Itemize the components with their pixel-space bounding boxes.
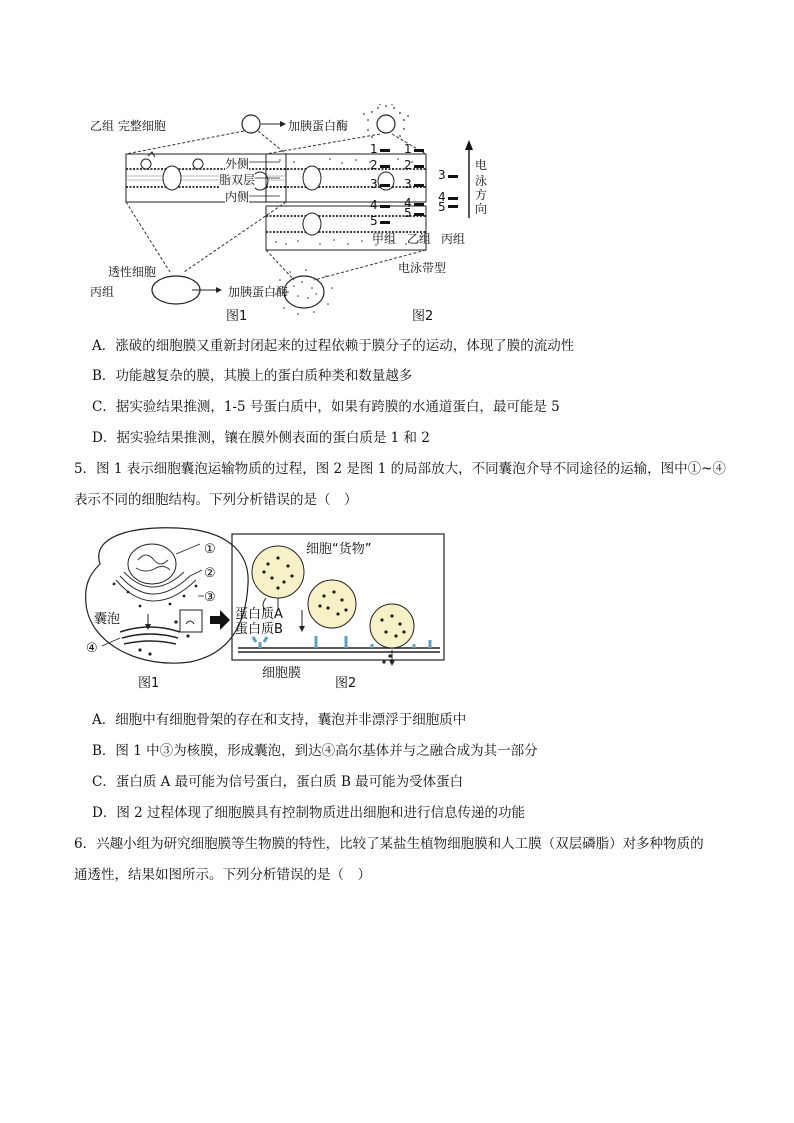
q5-stem-line1: 5．图 1 表示细胞囊泡运输物质的过程，图 2 是图 1 的局部放大，不同囊泡介导不同途径的运输，图中①~④ bbox=[74, 461, 726, 477]
fig5-membrane-label: 细胞膜 bbox=[262, 666, 302, 681]
fig5-label-3: ③ bbox=[204, 590, 216, 605]
q5-stem-line2: 表示不同的细胞结构。下列分析错误的是（ ） bbox=[74, 492, 358, 508]
fig5-label-1: ① bbox=[204, 542, 216, 557]
band-number: 1 bbox=[370, 142, 378, 156]
fig5-caption-2: 图2 bbox=[335, 676, 357, 691]
fig1-inner-label: 内侧 bbox=[225, 190, 250, 204]
band bbox=[414, 203, 424, 206]
fig1-outer-label: 外侧 bbox=[225, 157, 250, 171]
lane-label-b: 乙组 bbox=[407, 232, 432, 246]
fig1-group-c-label: 丙组 bbox=[90, 285, 115, 299]
band-number: 5 bbox=[404, 206, 412, 220]
lane-label-c: 丙组 bbox=[441, 232, 466, 246]
band-number: 5 bbox=[370, 214, 378, 228]
direction-arrow-icon bbox=[464, 140, 474, 220]
fig5-caption-1: 图1 bbox=[138, 676, 160, 691]
band bbox=[380, 221, 390, 224]
q5-option-d: D．图 2 过程体现了细胞膜具有控制物质进出细胞和进行信息传递的功能 bbox=[92, 805, 525, 821]
band bbox=[448, 175, 458, 178]
band-number: 4 bbox=[370, 198, 378, 212]
fig1-enzyme-top-label: 加胰蛋白酶 bbox=[288, 119, 349, 133]
fig1-caption: 图1 bbox=[226, 309, 248, 324]
q6-stem-line2: 通透性，结果如图所示。下列分析错误的是（ ） bbox=[74, 867, 371, 883]
band-number: 3 bbox=[404, 177, 412, 191]
band-number: 1 bbox=[404, 142, 412, 156]
band bbox=[380, 205, 390, 208]
band-number: 3 bbox=[370, 177, 378, 191]
band bbox=[414, 149, 424, 152]
band bbox=[380, 165, 390, 168]
fig1-bilayer-label: 脂双层 bbox=[219, 173, 256, 187]
band-number: 4 bbox=[438, 190, 446, 204]
direction-char: 方 bbox=[475, 188, 488, 202]
band-number: 2 bbox=[404, 158, 412, 172]
fig5-vesicle-label: 囊泡 bbox=[94, 612, 121, 627]
fig1-enzyme-bottom-label: 加胰蛋白酶 bbox=[228, 285, 289, 299]
fig2-caption: 图2 bbox=[412, 309, 434, 324]
vesicle-transport-diagram bbox=[80, 524, 450, 674]
band-number: 3 bbox=[438, 168, 446, 182]
fig1-permeable-label: 透性细胞 bbox=[108, 265, 157, 279]
q4-option-a: A．涨破的细胞膜又重新封闭起来的过程依赖于膜分子的运动，体现了膜的流动性 bbox=[92, 338, 575, 354]
fig5-protein-b-label: 蛋白质B bbox=[235, 622, 283, 637]
band bbox=[448, 205, 458, 208]
band bbox=[380, 184, 390, 187]
band-title: 电泳带型 bbox=[398, 261, 447, 275]
q4-option-b: B．功能越复杂的膜，其膜上的蛋白质种类和数量越多 bbox=[92, 368, 413, 384]
direction-char: 电 bbox=[475, 158, 488, 172]
q4-option-c: C．据实验结果推测，1-5 号蛋白质中，如果有跨膜的水通道蛋白，最可能是 5 bbox=[92, 399, 560, 415]
band bbox=[414, 213, 424, 216]
q5-option-c: C．蛋白质 A 最可能为信号蛋白，蛋白质 B 最可能为受体蛋白 bbox=[92, 774, 464, 790]
fig5-label-2: ② bbox=[204, 566, 216, 581]
fig5-label-4: ④ bbox=[86, 641, 98, 656]
band bbox=[380, 149, 390, 152]
band-number: 2 bbox=[370, 158, 378, 172]
band bbox=[414, 165, 424, 168]
q4-option-d: D．据实验结果推测，镶在膜外侧表面的蛋白质是 1 和 2 bbox=[92, 430, 430, 446]
direction-char: 泳 bbox=[475, 174, 488, 188]
band-number: 4 bbox=[404, 196, 412, 210]
q5-option-a: A．细胞中有细胞骨架的存在和支持，囊泡并非漂浮于细胞质中 bbox=[92, 712, 467, 728]
fig5-protein-a-label: 蛋白质A bbox=[235, 607, 283, 622]
fig1-group-b-label: 乙组 完整细胞 bbox=[90, 119, 166, 133]
band bbox=[414, 184, 424, 187]
band bbox=[448, 197, 458, 200]
fig5-cargo-label: 细胞“货物” bbox=[306, 542, 372, 557]
direction-char: 向 bbox=[475, 202, 488, 216]
q6-stem-line1: 6．兴趣小组为研究细胞膜等生物膜的特性，比较了某盐生植物细胞膜和人工膜（双层磷脂）对多种物质的 bbox=[74, 836, 704, 852]
band-number: 5 bbox=[438, 200, 446, 214]
lane-label-a: 甲组 bbox=[372, 232, 397, 246]
q5-option-b: B．图 1 中③为核膜，形成囊泡，到达④高尔基体并与之融合成为其一部分 bbox=[92, 743, 538, 759]
